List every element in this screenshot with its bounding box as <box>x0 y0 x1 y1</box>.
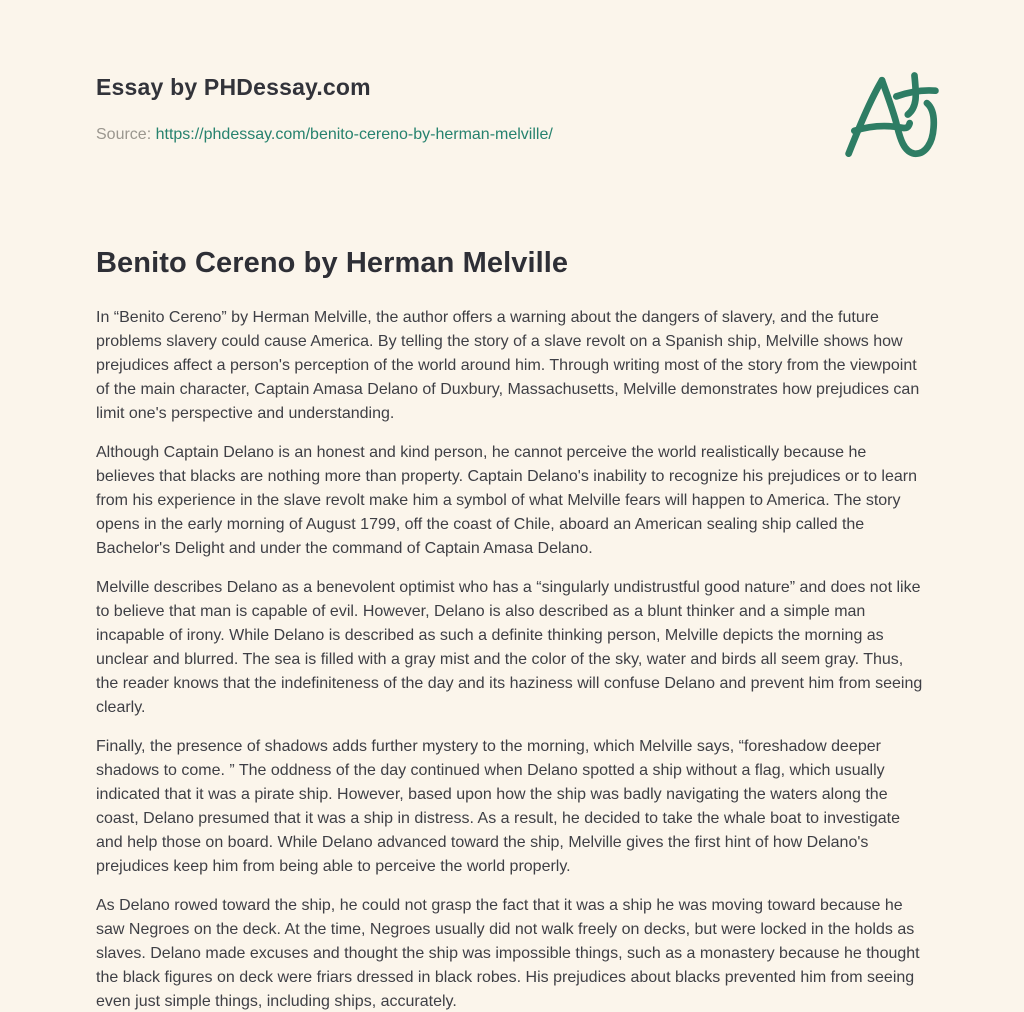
source-line <box>96 123 553 147</box>
essay-paragraph-2: Although Captain Delano is an honest and kind person, he cannot perceive the world realistically because he believes that blacks are nothing more than property. Captain Delano's inability to recognize his prejudices or to learn from his experience in the slave revolt make him a symbol of what Melville fears will happen to America. The story opens in the early morning of August 1799, off the coast of Chile, aboard an American sealing ship called the Bachelor's Delight and under the command of Captain Amasa Delano. <box>96 444 917 558</box>
essay-paragraph-5: As Delano rowed toward the ship, he could not grasp the fact that it was a ship he was moving toward because he saw Negroes on the deck. At the time, Negroes usually did not walk freely on decks, but were locked in the holds as slaves. Delano made excuses and thought the ship was impossible things, such as a monastery because he thought the black figures on deck were friars dressed in black robes. His prejudices about blacks prevented him from seeing even just simple things, including ships, accurately. <box>96 897 920 1011</box>
essay-paragraph-4: Finally, the presence of shadows adds further mystery to the morning, which Melville says, “foreshadow deeper shadows to come. ” The oddness of the day continued when Delano spotted a ship without a flag, which usually indicated that it was a pirate ship. However, based upon how the ship was badly navigating the waters along the coast, Delano presumed that it was a ship in distress. As a result, he decided to take the whale boat to investigate and help those on board. While Delano advanced toward the ship, Melville gives the first hint of how Delano's prejudices keep him from being able to perceive the world properly. <box>96 738 901 876</box>
article-title: Benito Cereno by Herman Melville <box>96 247 569 279</box>
essay-body <box>96 306 928 1012</box>
source-link[interactable]: https://phdessay.com/benito-cereno-by-herman-melville/ <box>155 125 553 143</box>
page-header <box>96 74 928 167</box>
essay-paragraph-1: In “Benito Cereno” by Herman Melville, the author offers a warning about the dangers of slavery, and the future problems slavery could cause America. By telling the story of a slave revolt on a Spanish ship, Melville shows how prejudices affect a person's perception of the world around him. Through writing most of the story from the viewpoint of the main character, Captain Amasa Delano of Duxbury, Massachusetts, Melville demonstrates how prejudices can limit one's perspective and understanding. <box>96 309 920 423</box>
header-text-block <box>96 74 553 147</box>
aplus-logo <box>840 70 945 167</box>
site-title: Essay by PHDessay.com <box>96 74 371 100</box>
essay-paragraph-3: Melville describes Delano as a benevolent optimist who has a “singularly undistrustful good nature” and does not like to believe that man is capable of evil. However, Delano is also described as a blunt thinker and a simple man incapable of irony. While Delano is described as such a definite thinking person, Melville depicts the morning as unclear and blurred. The sea is filled with a gray mist and the color of the sky, water and birds all seem gray. Thus, the reader knows that the indefiniteness of the day and its haziness will confuse Delano and prevent him from seeing clearly. <box>96 579 923 717</box>
source-label: Source: <box>96 125 152 143</box>
a-plus-logo-icon <box>840 70 945 162</box>
